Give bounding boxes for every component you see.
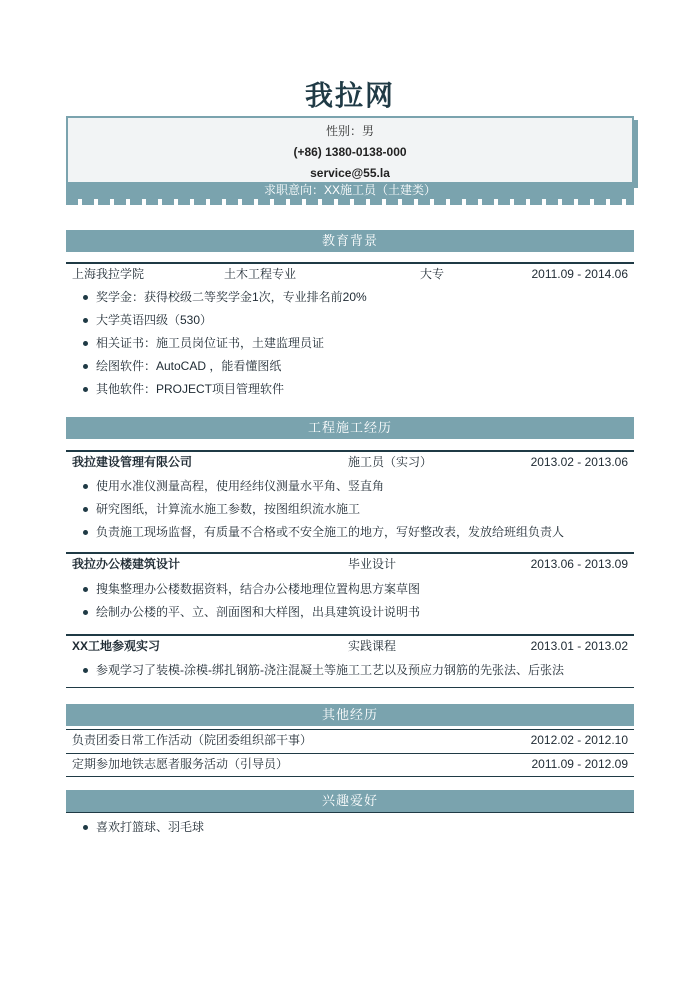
project-list	[66, 475, 634, 544]
project-role: 毕业设计	[348, 557, 397, 571]
candidate-name: 我拉网	[304, 80, 395, 111]
job-intent: 求职意向：XX施工员（土建类）	[66, 182, 634, 199]
contact-card	[66, 116, 634, 206]
list-item: 喜欢打篮球、羽毛球	[66, 816, 634, 839]
list-item: 绘图软件：AutoCAD ，能看懂图纸	[66, 355, 634, 378]
project-org: 我拉办公楼建筑设计	[72, 557, 181, 571]
degree-name: 大专	[420, 267, 445, 281]
project-org: XX工地参观实习	[72, 639, 161, 653]
education-date: 2011.09 - 2014.06	[531, 267, 628, 281]
list-item: 大学英语四级（530）	[66, 309, 634, 332]
project-row	[66, 552, 634, 575]
project-list	[66, 578, 634, 624]
list-item: 参观学习了装模-涂模-绑扎钢筋-浇注混凝土等施工工艺以及预应力钢筋的先张法、后张法	[66, 659, 634, 682]
other-date: 2012.02 - 2012.10	[530, 733, 628, 747]
list-item: 绘制办公楼的平、立、剖面图和大样图，出具建筑设计说明书	[66, 601, 634, 624]
project-role: 实践课程	[348, 639, 397, 653]
other-text: 负责团委日常工作活动（院团委组织部干事）	[72, 733, 313, 747]
project-org: 我拉建设管理有限公司	[72, 455, 193, 469]
divider	[66, 812, 634, 813]
email-text: service@55.la	[310, 166, 390, 180]
project-list	[66, 659, 634, 682]
other-date: 2011.09 - 2012.09	[531, 757, 628, 771]
project-role: 施工员（实习）	[348, 455, 433, 469]
section-projects-title: 工程施工经历	[66, 417, 634, 439]
list-item: 研究图纸，计算流水施工参数，按图组织流水施工	[66, 498, 634, 521]
section-education-title: 教育背景	[66, 230, 634, 252]
list-item: 奖学金：获得校级二等奖学金1次，专业排名前20%	[66, 286, 634, 309]
list-item: 负责施工现场监督，有质量不合格或不安全施工的地方，写好整改表，发放给班组负责人	[66, 521, 634, 544]
divider	[66, 776, 634, 777]
project-date: 2013.06 - 2013.09	[530, 557, 628, 571]
phone-text: (+86) 1380-0138-000	[293, 145, 407, 159]
divider	[66, 687, 634, 688]
education-row	[66, 262, 634, 285]
list-item: 搜集整理办公楼数据资料，结合办公楼地理位置构思方案草图	[66, 578, 634, 601]
project-row	[66, 450, 634, 473]
list-item: 其他软件：PROJECT项目管理软件	[66, 378, 634, 401]
section-hobby-title: 兴趣爱好	[66, 790, 634, 812]
school-name: 上海我拉学院	[72, 267, 145, 281]
major-name: 土木工程专业	[224, 267, 297, 281]
section-other-title: 其他经历	[66, 704, 634, 726]
other-row	[66, 753, 634, 775]
list-item: 相关证书：施工员岗位证书，土建监理员证	[66, 332, 634, 355]
dashed-divider	[66, 199, 634, 205]
education-list	[66, 286, 634, 401]
contact-box	[66, 116, 634, 186]
project-date: 2013.02 - 2013.06	[530, 455, 628, 469]
project-row	[66, 634, 634, 657]
other-text: 定期参加地铁志愿者服务活动（引导员）	[72, 757, 289, 771]
hobby-list	[66, 816, 634, 839]
gender-text: 性别：男	[325, 124, 374, 138]
other-row	[66, 729, 634, 751]
list-item: 使用水准仪测量高程，使用经纬仪测量水平角、竖直角	[66, 475, 634, 498]
project-date: 2013.01 - 2013.02	[530, 639, 628, 653]
